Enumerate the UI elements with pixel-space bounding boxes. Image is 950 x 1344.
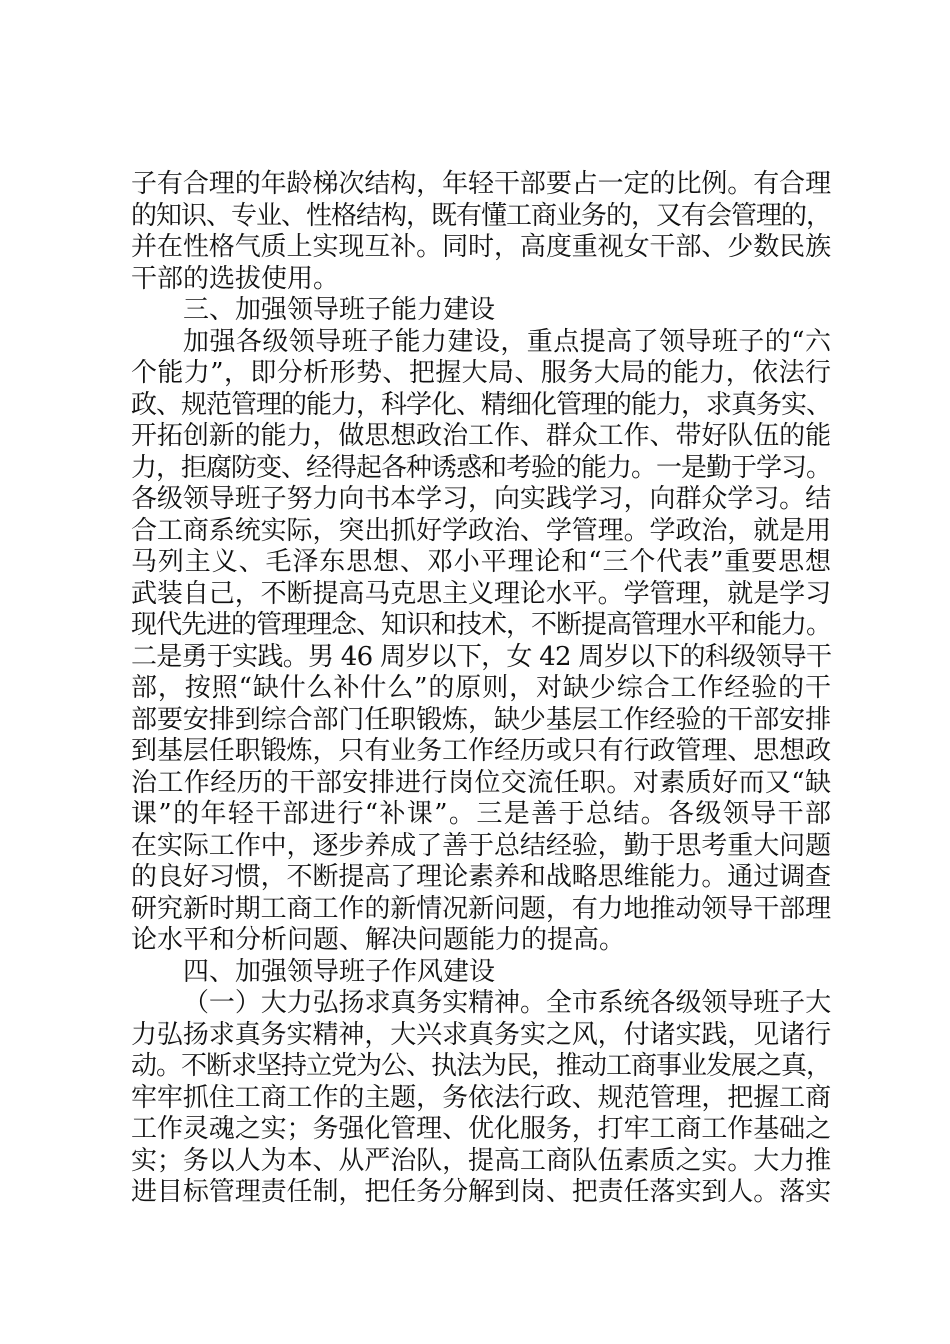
text-line: 力，拒腐防变、经得起各种诱惑和考验的能力。一是勤于学习。 bbox=[131, 452, 832, 483]
text-line: 政、规范管理的能力，科学化、精细化管理的能力，求真务实、 bbox=[131, 389, 832, 420]
text-line: 实；务以人为本、从严治队，提高工商队伍素质之实。大力推 bbox=[131, 1145, 832, 1176]
text-line: 治工作经历的干部安排进行岗位交流任职。对素质好而又“缺 bbox=[131, 767, 831, 798]
text-line: 并在性格气质上实现互补。同时，高度重视女干部、少数民族 bbox=[131, 232, 832, 262]
text-line: 的良好习惯，不断提高了理论素养和战略思维能力。通过调查 bbox=[131, 862, 832, 892]
text-line: 干部的选拔使用。 bbox=[131, 263, 340, 294]
text-line: 牢牢抓住工商工作的主题，务依法行政、规范管理，把握工商 bbox=[131, 1082, 832, 1113]
text-line: 部，按照“缺什么补什么”的原则，对缺少综合工作经验的干 bbox=[131, 673, 831, 703]
text-line: 开拓创新的能力，做思想政治工作、群众工作、带好队伍的能 bbox=[131, 421, 832, 451]
text-line: 在实际工作中，逐步养成了善于总结经验，勤于思考重大问题 bbox=[131, 830, 832, 861]
body-text bbox=[131, 169, 831, 1209]
text-line: 合工商系统实际，突出抓好学政治、学管理。学政治，就是用 bbox=[131, 515, 832, 546]
text-line: 部要安排到综合部门任职锻炼，缺少基层工作经验的干部安排 bbox=[131, 704, 832, 735]
text-line: 到基层任职锻炼，只有业务工作经历或只有行政管理、思想政 bbox=[131, 736, 832, 766]
text-line: 进目标管理责任制，把任务分解到岗、把责任落实到人。落实 bbox=[131, 1177, 832, 1207]
text-line: （一）大力弘扬求真务实精神。全市系统各级领导班子大 bbox=[183, 988, 832, 1018]
text-line: 二是勇于实践。男 46 周岁以下，女 42 周岁以下的科级领导干 bbox=[131, 641, 832, 672]
text-line: 力弘扬求真务实精神，大兴求真务实之风，付诸实践，见诸行 bbox=[131, 1019, 832, 1050]
text-line: 工作灵魂之实；务强化管理、优化服务，打牢工商工作基础之 bbox=[131, 1114, 832, 1144]
text-line: 各级领导班子努力向书本学习，向实践学习，向群众学习。结 bbox=[131, 484, 832, 514]
section-heading: 三、加强领导班子能力建设 bbox=[183, 295, 496, 325]
text-line: 动。不断求坚持立党为公、执法为民，推动工商事业发展之真， bbox=[131, 1051, 832, 1081]
text-line: 个能力”，即分析形势、把握大局、服务大局的能力，依法行 bbox=[131, 358, 831, 388]
section-heading: 四、加强领导班子作风建设 bbox=[183, 956, 496, 987]
text-line: 研究新时期工商工作的新情况新问题，有力地推动领导干部理 bbox=[131, 893, 832, 924]
text-line: 马列主义、毛泽东思想、邓小平理论和“三个代表”重要思想 bbox=[131, 547, 831, 577]
text-line: 课”的年轻干部进行“补课”。三是善于总结。各级领导干部 bbox=[131, 799, 831, 829]
text-line: 论水平和分析问题、解决问题能力的提高。 bbox=[131, 925, 626, 955]
text-line: 现代先进的管理理念、知识和技术，不断提高管理水平和能力。 bbox=[131, 610, 832, 640]
text-line: 武装自己，不断提高马克思主义理论水平。学管理，就是学习 bbox=[131, 578, 832, 609]
text-line: 加强各级领导班子能力建设，重点提高了领导班子的“六 bbox=[183, 326, 831, 357]
text-line: 子有合理的年龄梯次结构，年轻干部要占一定的比例。有合理 bbox=[131, 169, 832, 199]
text-line: 的知识、专业、性格结构，既有懂工商业务的，又有会管理的， bbox=[131, 200, 832, 231]
